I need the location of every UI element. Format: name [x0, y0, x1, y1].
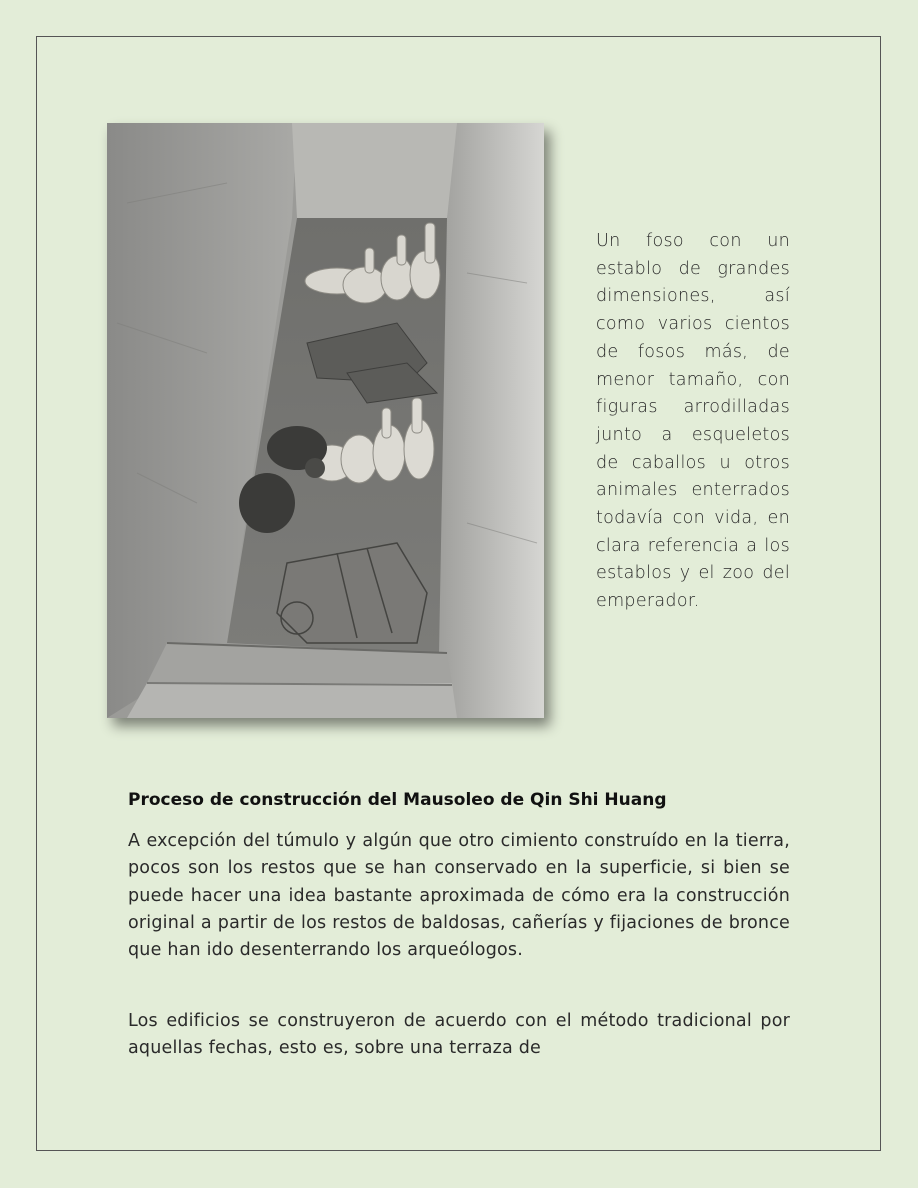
- photo-caption: Un foso con un establo de grandes dimensiones, así como varios cientos de fosos más, de menor tamaño, con figuras arrodilladas junto a esqueletos de caballos u otros animales enterrados todavía con vida, en clara referencia a los establos y el zoo del emperador.: [596, 231, 790, 612]
- section-heading: Proceso de construcción del Mausoleo de Qin Shi Huang: [128, 790, 667, 810]
- paragraph: Los edificios se construyeron de acuerdo con el método tradicional por aquellas fechas, esto es, sobre una terraza de: [128, 1011, 790, 1059]
- excavation-pit-photo: [107, 123, 544, 718]
- paragraph: A excepción del túmulo y algún que otro cimiento construído en la tierra, pocos son los restos que se han conservado en la superficie, si bien se puede hacer una idea bastante aproximada de cómo era la construcción original a partir de los restos de baldosas, cañerías y fijaciones de bronce que han ido desenterrando los arqueólogos.: [128, 831, 790, 961]
